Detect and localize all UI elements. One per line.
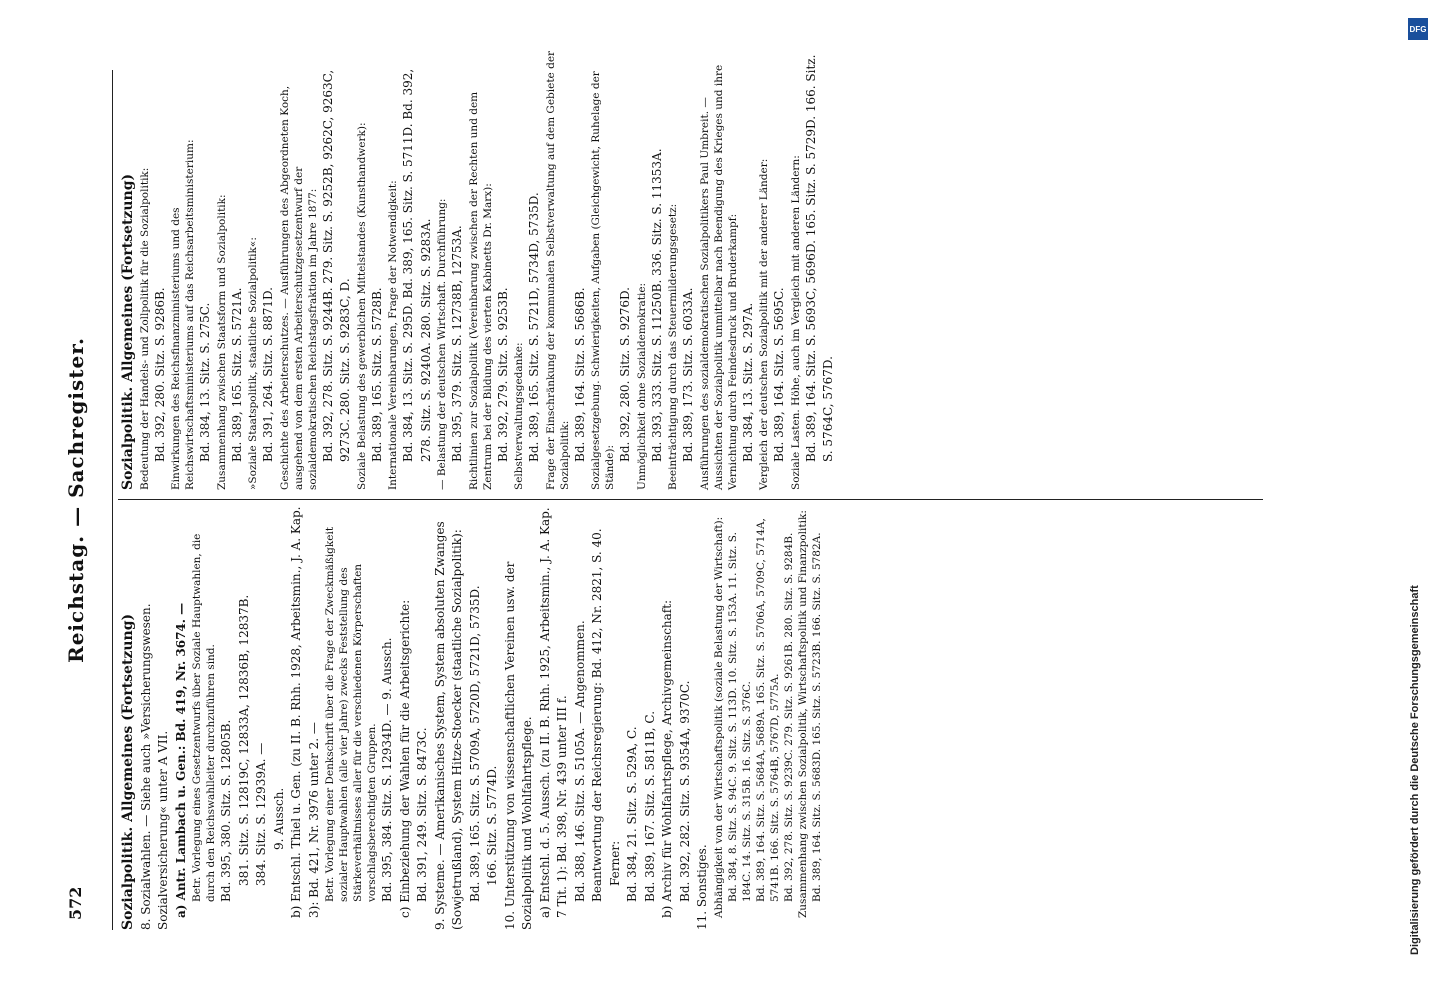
- register-entry: Bd. 392, 279. Sitz. S. 9253B.: [495, 287, 510, 462]
- register-entry: Betr. Vorlegung eines Gesetzentwurfs über Soziale Hauptwahlen, die durch den Reichswahlleiter durchzuführen sind.: [191, 533, 217, 902]
- register-entry: Richtlinien zur Sozialpolitik (Vereinbarung zwischen der Rechten und dem Zentrum bei der Bildung des vierten Kabinetts Dr. Marx):: [467, 91, 494, 490]
- register-entry: Bd. 389, 165. Sitz. S. 5728B.: [369, 287, 384, 462]
- register-entry: Bd. 384, 21. Sitz. S. 529A, C.: [625, 726, 639, 902]
- register-entry: Bd. 389, 164. Sitz. S. 5693C, 5696D. 165. Sitz. S. 5729D. 166. Sitz. S. 5764C, 5767D.: [803, 54, 835, 462]
- header-rule: [112, 70, 113, 930]
- register-entry: Abhängigkeit von der Wirtschaftspolitik (soziale Belastung der Wirtschaft):: [712, 516, 725, 918]
- register-entry: »Soziale Staatspolitik, staatliche Sozialpolitik«:: [247, 237, 259, 490]
- register-entry: 9. Aussch.: [271, 787, 286, 850]
- register-entry: Beantwortung der Reichsregierung: Bd. 412, Nr. 2821, S. 40.: [590, 528, 604, 902]
- register-entry: Bd. 392, 282. Sitz. S. 9354A, 9370C.: [677, 680, 692, 902]
- register-entry: Geschichte des Arbeiterschutzes. — Ausführungen des Abgeordneten Koch, ausgehend von dem ersten Arbeiterschutzgesetzentwurf der sozialdemokratischen Reichstagsfraktion im Jahre 1877:: [278, 85, 319, 490]
- register-entry: Bd. 393, 333. Sitz. S. 11250B. 336. Sitz. S. 11353A.: [649, 148, 664, 462]
- register-entry: 384. Sitz. S. 12939A. —: [254, 742, 268, 886]
- dfg-logo-text: DFG: [1409, 24, 1427, 34]
- funding-note: Digitalisierung gefördert durch die Deutsche Forschungsgemeinschaft: [1409, 585, 1421, 955]
- register-entry: Einwirkungen des Reichsfinanzministeriums und des Reichswirtschaftsministeriums auf das Reichsarbeitsministerium:: [170, 139, 196, 490]
- register-entry: Bd. 391, 264. Sitz. S. 8871D.: [261, 287, 275, 462]
- register-entry: Bd. 389, 167. Sitz. S. 5811B, C.: [642, 710, 657, 902]
- register-entry: Sozialpolitik. Allgemeines (Fortsetzung): [120, 173, 136, 490]
- register-entry: Sozialgesetzgebung. Schwierigkeiten, Aufgaben (Gleichgewicht, Ruhelage der Stände):: [590, 71, 616, 490]
- register-entry: Bd. 392, 280. Sitz. S. 9276D.: [618, 287, 632, 462]
- register-entry: Sozialpolitik. Allgemeines (Fortsetzung): [120, 613, 136, 930]
- running-title: Reichstag. — Sachregister.: [64, 337, 88, 663]
- register-entry: b) Entschl. Thiel u. Gen. (zu II. B. Rhh. 1928, Arbeitsmin., J. A. Kap. 3): Bd. 421, Nr. 3976 unter 2. —: [289, 506, 321, 918]
- register-entry: Bd. 384, 13. Sitz. S. 297A.: [740, 302, 755, 462]
- register-entry: Bd. 384, 8. Sitz. S. 94C. 9. Sitz. S. 113D. 10. Sitz. S. 153A. 11. Sitz. S. 184C. 14. Sitz. S. 315B. 16. Sitz. S. 376C.: [726, 532, 753, 902]
- register-entry: 9. Systeme. — Amerikanisches System, System absoluten Zwanges (Sowjetrußland), System Hitze-Stoecker (staatliche Sozialpolitik):: [432, 521, 464, 930]
- register-entry: Bd. 389, 164. Sitz. S. 5684A, 5689A. 165. Sitz. S. 5706A, 5709C, 5714A, 5741B. 166. Sitz. S. 5764B, 5767D, 5775A.: [754, 518, 781, 902]
- register-entry: 166. Sitz. S. 5774D.: [485, 765, 499, 886]
- register-entry: Soziale Belastung des gewerblichen Mittelstandes (Kunsthandwerk):: [355, 122, 368, 490]
- register-entry: Bd. 391, 249. Sitz. S. 8473C.: [415, 727, 429, 902]
- register-entry: Internationale Vereinbarungen, Frage der Notwendigkeit:: [387, 180, 399, 490]
- register-entry: Zusammenhang zwischen Staatsform und Sozialpolitik:: [215, 194, 228, 490]
- register-entry: Bd. 392, 278. Sitz. S. 9244B. 279. Sitz. S. 9252B, 9262C, 9263C, 9273C. 280. Sitz. S. 9283C, D.: [320, 69, 352, 462]
- register-entry: Bd. 392, 280. Sitz. S. 9286B.: [152, 287, 167, 462]
- register-entry: Bd. 389, 165. Sitz. S. 5721D, 5734D, 5735D.: [527, 192, 541, 462]
- funding-sidebar: [1404, 18, 1432, 983]
- register-entry: 11. Sonstiges.: [695, 844, 709, 930]
- register-entry: Frage der Einschränkung der kommunalen Selbstverwaltung auf dem Gebiete der Sozialpolitik:: [544, 50, 571, 490]
- register-entry: Bd. 389, 165. Sitz. S. 5721A.: [229, 287, 244, 462]
- page-header: [60, 0, 100, 1000]
- register-entry: Selbstverwaltungsgedanke:: [513, 342, 525, 490]
- register-entry: Bd. 389, 165. Sitz. S. 5709A, 5720D, 5721D, 5735D.: [467, 585, 482, 902]
- register-entry: Bd. 389, 164. Sitz. S. 5695C.: [772, 287, 786, 462]
- right-column: [120, 50, 838, 490]
- register-entry: Zusammenhang zwischen Sozialpolitik, Wirtschaftspolitik und Finanzpolitik:: [796, 510, 809, 918]
- register-entry: Unmöglichkeit ohne Sozialdemokratie:: [635, 282, 648, 490]
- register-entry: a) Antr. Lambach u. Gen.: Bd. 419, Nr. 3674. —: [173, 602, 188, 918]
- register-entry: Bd. 384, 13. Sitz. S. 295D. Bd. 389, 165. Sitz. S. 5711D. Bd. 392, 278. Sitz. S. 9240A. 280. Sitz. S. 9283A.: [401, 68, 433, 462]
- register-entry: 381. Sitz. S. 12819C, 12833A, 12836B, 12837B.: [236, 594, 251, 886]
- register-entry: b) Archiv für Wohlfahrtspflege, Archivgemeinschaft:: [660, 599, 674, 918]
- register-entry: — Belastung der deutschen Wirtschaft. Durchführung:: [436, 198, 448, 490]
- register-entry: Vergleich der deutschen Sozialpolitik mit der anderer Länder:: [758, 158, 770, 490]
- register-entry: Soziale Lasten. Höhe, auch im Vergleich mit anderen Ländern:: [789, 155, 802, 490]
- register-entry: c) Einbeziehung der Wahlen für die Arbeitsgerichte:: [397, 599, 412, 918]
- register-entry: Bd. 395, 384. Sitz. S. 12934D. — 9. Aussch.: [380, 637, 394, 902]
- register-entry: Bd. 389, 173. Sitz. S. 6033A.: [681, 287, 695, 462]
- register-entry: Bd. 392, 278. Sitz. S. 9239C. 279. Sitz. S. 9261B. 280. Sitz. S. 9284B.: [782, 532, 795, 902]
- register-entry: Ausführungen des sozialdemokratischen Sozialpolitikers Paul Umbreit. — Aussichten der Sozialpolitik unmittelbar nach Beendigung des Krieges und ihre Vernichtung durch Feindesdruck und Bruderkampf:: [698, 64, 739, 490]
- register-entry: 10. Unterstützung von wissenschaftlichen Vereinen usw. der Sozialpolitik und Wohlfahrtspflege.: [502, 561, 534, 930]
- register-entry: Bd. 395, 380. Sitz. S. 12805B.: [219, 719, 233, 902]
- register-entry: Bd. 389, 164. Sitz. S. 5683D. 165. Sitz. S. 5723B. 166. Sitz. S. 5782A.: [810, 532, 823, 902]
- register-entry: 8. Sozialwahlen. — Siehe auch »Versicherungswesen. Sozialversicherung« unter A VII.: [138, 603, 170, 930]
- register-entry: Ferner:: [607, 840, 622, 886]
- page-number: 572: [66, 886, 85, 920]
- register-entry: Bd. 395, 379. Sitz. S. 12738B, 12753A.: [450, 225, 464, 462]
- register-entry: Beeinträchtigung durch das Steuermilderungsgesetz:: [667, 203, 679, 490]
- register-entry: Bd. 384, 13. Sitz. S. 275C.: [198, 302, 212, 462]
- register-entry: Betr. Vorlegung einer Denkschrift über die Frage der Zweckmäßigkeit sozialer Hauptwahlen (alle vier Jahre) zwecks Feststellung des Stärkeverhältnisses aller für die verschiedenen Körperschaften vorschlagsberechtigten Gruppen.: [324, 526, 378, 902]
- register-entry: Bd. 389, 164. Sitz. S. 5686B.: [572, 287, 587, 462]
- column-divider: [118, 499, 1263, 500]
- left-column: [120, 505, 824, 930]
- register-entry: Bd. 388, 146. Sitz. S. 5105A. — Angenommen.: [572, 620, 587, 902]
- register-entry: Bedeutung der Handels- und Zollpolitik für die Sozialpolitik:: [138, 167, 151, 490]
- register-entry: a) Entschl. d. 5. Aussch. (zu II. B. Rhh. 1925, Arbeitsmin., J. A. Kap. 7 Tit. 1): Bd. 398, Nr. 439 unter III f.: [537, 507, 569, 918]
